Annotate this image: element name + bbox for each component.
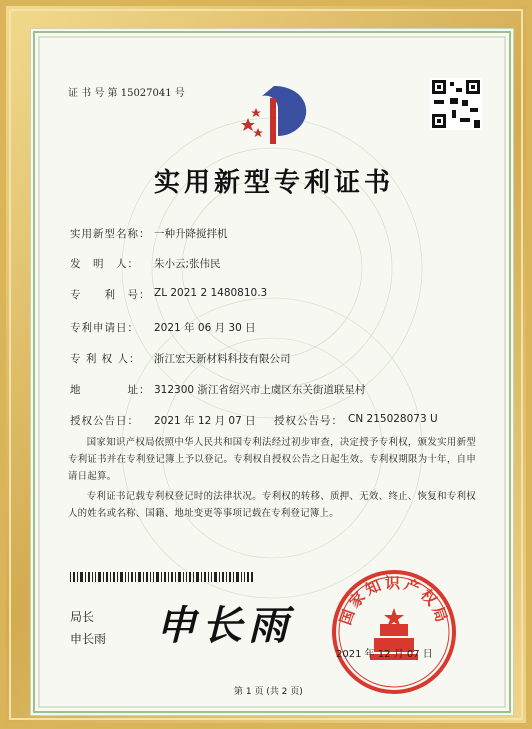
field-value-patent-no: ZL 2021 2 1480810.3 (154, 287, 268, 299)
seal-text: 国家知识产权局 (336, 574, 452, 628)
official-seal (330, 568, 458, 696)
director-label: 局长 (70, 610, 95, 624)
statement-paragraph-2: 专利证书记载专利权登记时的法律状况。专利权的转移、质押、无效、终止、恢复和专利权人的姓名或名称、国籍、地址变更等事项记载在专利登记簿上。 (68, 491, 476, 519)
field-label-grant-no: 授权公告号： (274, 415, 343, 427)
field-label-patentee: 专 利 权 人： (70, 353, 141, 365)
field-value-address: 312300 浙江省绍兴市上虞区东关街道联星村 (154, 384, 366, 396)
statement-paragraph-1: 国家知识产权局依照中华人民共和国专利法经过初步审查，决定授予专利权，颁发实用新型专利证书并在专利登记簿上予以登记。专利权自授权公告之日起生效。专利权期限为十年，自申请日起算。 (68, 437, 476, 482)
field-value-filing-date: 2021 年 06 月 30 日 (154, 322, 256, 334)
field-label-address: 地 址： (70, 384, 151, 396)
field-value-name: 一种升降搅拌机 (154, 228, 228, 240)
page-footer: 第 1 页 (共 2 页) (234, 687, 303, 697)
field-label-grant-date: 授权公告日： (70, 415, 139, 427)
director-name: 申长雨 (70, 632, 107, 646)
field-label-inventor: 发 明 人： (70, 258, 139, 270)
field-value-patentee: 浙江宏天新材料科技有限公司 (154, 353, 291, 365)
field-label-patent-no: 专 利 号： (70, 289, 151, 301)
field-label-name: 实用新型名称： (70, 228, 151, 240)
field-value-grant-no: CN 215028073 U (348, 413, 438, 425)
seal-date: 2021 年 12 月 07 日 (336, 649, 433, 660)
cnipa-logo (234, 78, 312, 148)
field-value-grant-date: 2021 年 12 月 07 日 (154, 415, 256, 427)
qr-code-icon (430, 78, 482, 130)
barcode (70, 572, 254, 582)
field-label-filing-date: 专利申请日： (70, 322, 139, 334)
certificate-paper (30, 28, 514, 716)
certificate-title: 实用新型专利证书 (154, 168, 395, 198)
certificate-number: 证 书 号 第 15027041 号 (68, 88, 185, 99)
field-value-inventor: 朱小云;张伟民 (154, 258, 221, 270)
director-signature: 申长雨 (156, 602, 294, 649)
